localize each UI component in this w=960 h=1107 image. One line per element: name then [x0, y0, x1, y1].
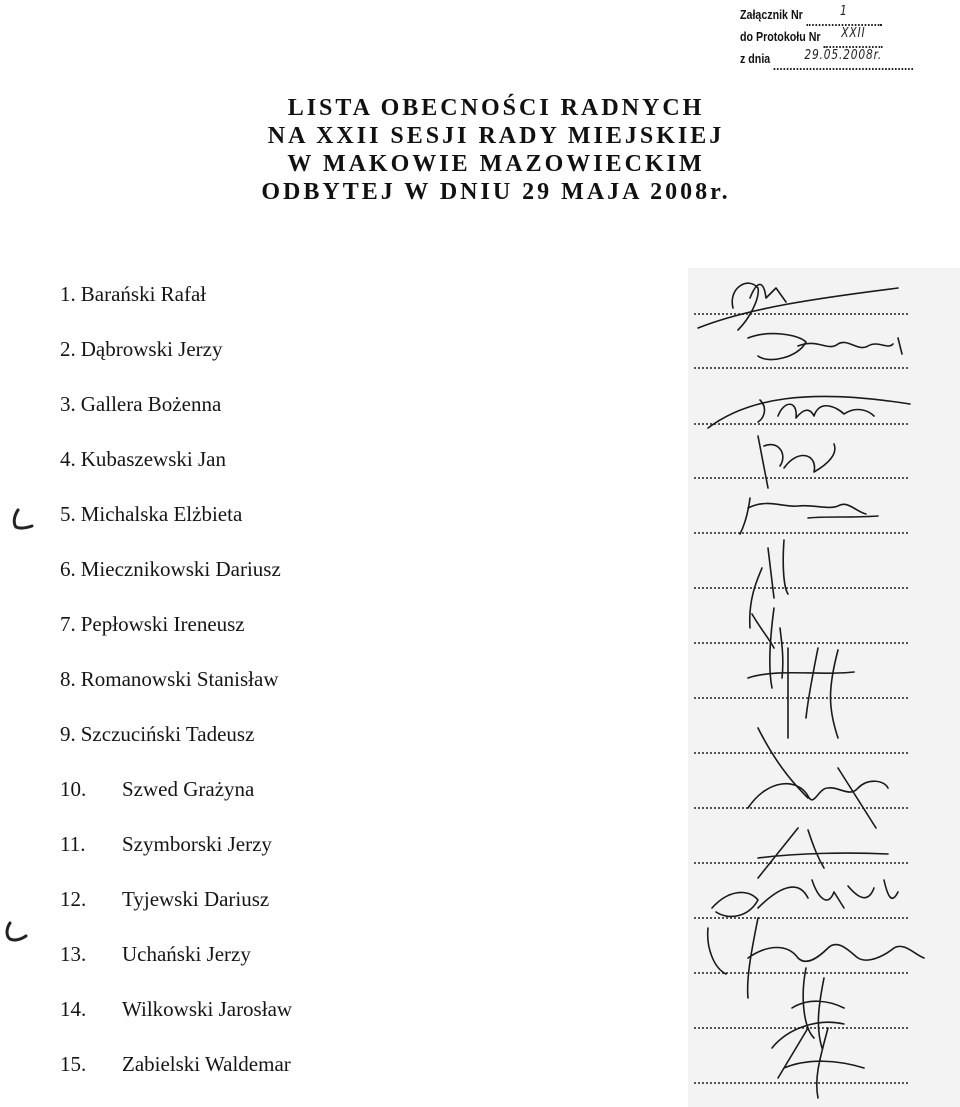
title-line-2: NA XXII SESJI RADY MIEJSKIEJ	[267, 123, 725, 149]
item-number: 6.	[60, 557, 76, 581]
list-item	[60, 997, 360, 1037]
margin-check-mark	[0, 920, 40, 946]
list-item	[60, 612, 360, 652]
attachment-header	[740, 4, 920, 70]
protocol-label: do Protokołu Nr	[740, 29, 821, 44]
list-item	[60, 502, 360, 542]
list-item	[60, 392, 360, 432]
signature-5	[740, 498, 878, 534]
item-name: Barański Rafał	[80, 282, 207, 306]
protocol-date-row	[740, 48, 920, 70]
item-name: Dąbrowski Jerzy	[80, 337, 223, 361]
item-name: Kubaszewski Jan	[80, 447, 226, 471]
item-number: 14.	[60, 997, 87, 1021]
item-number: 15.	[60, 1052, 87, 1076]
list-item	[60, 1052, 360, 1092]
date-label: z dnia	[740, 51, 771, 66]
item-name: Szymborski Jerzy	[122, 832, 272, 856]
signature-3	[708, 396, 910, 428]
item-name: Michalska Elżbieta	[80, 502, 243, 526]
handwritten-signatures	[688, 268, 960, 1107]
signature-1	[698, 283, 898, 330]
item-number: 7.	[60, 612, 76, 636]
signature-13	[792, 968, 844, 1048]
item-name: Gallera Bożenna	[80, 392, 222, 416]
protocol-number-value: XXII	[841, 26, 866, 41]
signature-12	[708, 918, 924, 998]
item-name: Miecznikowski Dariusz	[80, 557, 281, 581]
signature-10	[758, 828, 888, 878]
item-name: Szwed Grażyna	[122, 777, 255, 801]
signature-2	[748, 334, 902, 360]
list-item	[60, 832, 360, 872]
item-name: Uchański Jerzy	[122, 942, 251, 966]
list-item	[60, 887, 360, 927]
item-number: 4.	[60, 447, 76, 471]
list-item	[60, 777, 360, 817]
list-item	[60, 447, 360, 487]
signature-6	[750, 540, 788, 648]
list-item	[60, 282, 360, 322]
list-item	[60, 722, 360, 762]
signature-14	[772, 1022, 864, 1098]
item-number: 1.	[60, 282, 76, 306]
item-number: 12.	[60, 887, 87, 911]
item-number: 13.	[60, 942, 87, 966]
list-item	[60, 337, 360, 377]
title-line-1: LISTA OBECNOŚCI RADNYCH	[287, 95, 705, 121]
list-item	[60, 942, 360, 982]
title-line-3: W MAKOWIE MAZOWIECKIM	[287, 151, 705, 177]
list-item	[60, 667, 360, 707]
document-title	[216, 94, 776, 206]
item-number: 3.	[60, 392, 76, 416]
attachment-label: Załącznik Nr	[740, 7, 803, 22]
attachment-number-value: 1	[840, 4, 848, 19]
signature-9	[748, 768, 888, 828]
item-name: Romanowski Stanisław	[80, 667, 279, 691]
item-number: 10.	[60, 777, 87, 801]
item-number: 2.	[60, 337, 76, 361]
item-name: Zabielski Waldemar	[122, 1052, 291, 1076]
item-number: 8.	[60, 667, 76, 691]
margin-check-mark	[4, 508, 44, 532]
signature-7	[748, 608, 854, 718]
signature-11	[712, 880, 898, 916]
item-name: Wilkowski Jarosław	[122, 997, 293, 1021]
protocol-date-value: 29.05.2008r.	[804, 48, 883, 63]
item-name: Tyjewski Dariusz	[122, 887, 270, 911]
protocol-date-field	[773, 48, 912, 70]
list-item	[60, 557, 360, 597]
item-name: Szczuciński Tadeusz	[80, 722, 255, 746]
title-line-4: ODBYTEJ W DNIU 29 MAJA 2008r.	[261, 179, 731, 205]
item-number: 5.	[60, 502, 76, 526]
item-number: 11.	[60, 832, 86, 856]
item-name: Pepłowski Ireneusz	[80, 612, 245, 636]
item-number: 9.	[60, 722, 76, 746]
signature-4	[758, 436, 835, 488]
